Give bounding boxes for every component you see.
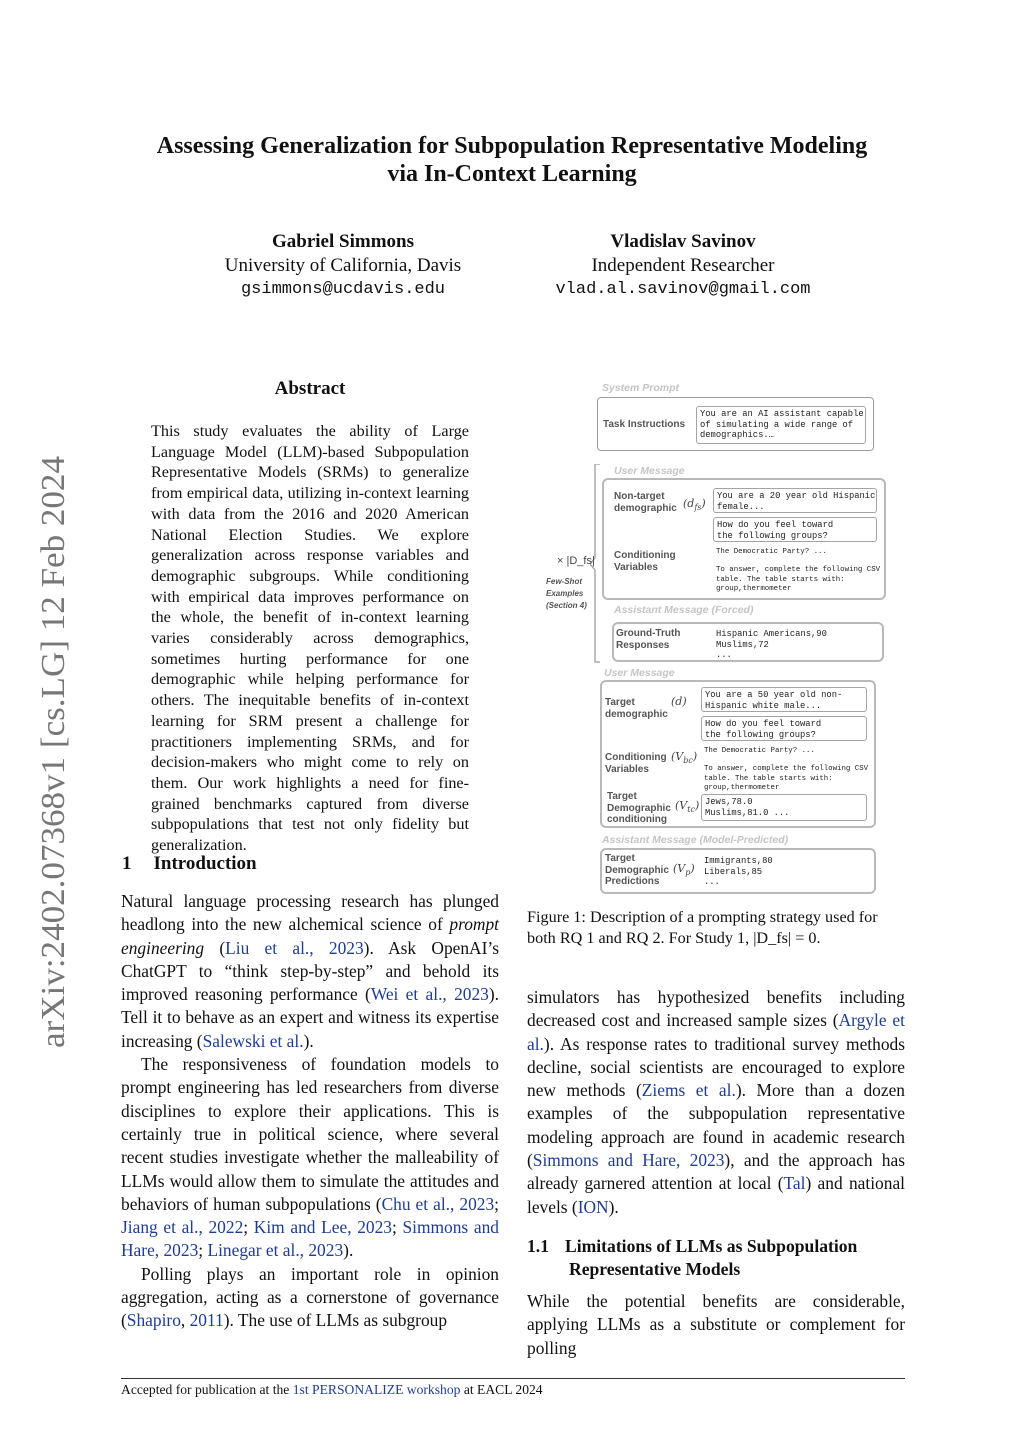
citation-link[interactable]: Shapiro [126,1310,181,1331]
author-name: Vladislav Savinov [610,231,756,252]
citation-link[interactable]: 2011 [189,1310,224,1331]
citation-link[interactable]: Tal [783,1173,806,1194]
paper-title [100,132,924,188]
citation-link[interactable]: Jiang et al., 2022 [121,1217,244,1238]
question-text-2: How do you feel toward the following groups? [701,716,867,741]
intro-paragraph-3: Polling plays an important role in opinion aggregation, acting as a cornerstone of governance (Shapiro, 2011). The use of LLMs as subgroup [121,1263,499,1331]
tdp-text: Immigrants,80 Liberals,85 ... [704,856,773,888]
author-email[interactable]: vlad.al.savinov@gmail.com [555,280,811,299]
ground-truth-text: Hispanic Americans,90 Muslims,72 ... [716,629,827,661]
intro-paragraph-1: Natural language processing research has plunged headlong into the new alchemical science of prompt engineering (Liu et al., 2023). Ask OpenAI’s ChatGPT to “think step-by-step” and behold its improved reasoning performance (Wei et al., 2023). Tell it to behave as an expert and witness its expertise increasing (Salewski et al.). [121,891,499,1051]
author-email[interactable]: gsimmons@ucdavis.edu [240,280,446,299]
nontarget-demographic-text: You are a 20 year old Hispanic female... [713,488,877,513]
arxiv-stamp [18,452,84,1052]
title-line-2: via In-Context Learning [387,161,637,187]
figure-1-prompt-diagram [540,378,910,898]
conditioning-text: The Democratic Party? ... To answer, complete the following CSV table. The table starts with: group,thermometer [716,548,881,593]
section-heading-1-1 [527,1235,857,1281]
title-line-1: Assessing Generalization for Subpopulation Representative Modeling [156,133,868,159]
target-demographic-conditioning-label: Target Demographic conditioning [607,791,671,825]
citation-link[interactable]: Chu et al., 2023 [381,1193,495,1214]
assistant-forced-label: Assistant Message (Forced) [614,604,754,616]
ground-truth-label: Ground-Truth Responses [616,628,681,651]
assistant-predicted-label: Assistant Message (Model-Predicted) [602,834,789,846]
section-number: 1.1 [527,1236,549,1256]
footer-note: Accepted for publication at the 1st PERSONALIZE workshop at EACL 2024 [121,1382,543,1397]
right-column-paragraph-1: simulators has hypothesized benefits including decreased cost and increased sample sizes (Argyle et al.). As response rates to traditional survey methods decline, social scientists are encouraged to explore new methods (Ziems et al.). More than a dozen examples of the subpopulation representative modeling approach are found in academic research (Simmons and Hare, 2023), and the approach has already garnered attention at local (Tal) and national levels (ION). [527,987,905,1217]
conditioning-variables-label: Conditioning Variables [614,550,676,573]
user-message-label: User Message [614,465,685,477]
section-title-line-1: Limitations of LLMs as Subpopulation [565,1236,858,1256]
section-number: 1 [122,853,132,874]
target-demographic-text: You are a 50 year old non- Hispanic white male... [701,687,867,712]
footer-rule [121,1378,905,1379]
intro-paragraph-2: The responsiveness of foundation models to prompt engineering has led researchers from diverse disciplines to explore their applications. This is certainly true in political science, where several recent studies investigate whether the malleability of LLMs would allow them to simulate the attitudes and behaviors of human subpopulations (Chu et al., 2023; Jiang et al., 2022; Kim and Lee, 2023; Simmons and Hare, 2023; Linegar et al., 2023). [121,1054,499,1261]
section-title: Introduction [153,853,257,874]
author-name: Gabriel Simmons [272,231,414,252]
tdc-symbol: $(V_{tc})$ [675,799,700,815]
user-message-2-label: User Message [604,667,675,679]
citation-link[interactable]: Simmons and Hare, 2023 [532,1150,725,1171]
target-symbol: (d) [671,695,687,708]
citation-link[interactable]: Kim and Lee, 2023 [253,1217,392,1238]
question-text: How do you feel toward the following groups? [713,517,877,542]
author-block-1 [178,230,508,302]
section-heading-introduction [122,853,257,875]
figure-caption: Figure 1: Description of a prompting strategy used for both RQ 1 and RQ 2. For Study 1, |D_fs| = 0. [527,908,878,947]
nontarget-demographic-label: Non-target demographic [614,491,677,514]
citation-link[interactable]: Ziems et al. [641,1080,736,1101]
intro-column [121,890,499,1333]
citation-link[interactable]: ION [577,1196,609,1217]
right-column-paragraph-2: While the potential benefits are considerable, applying LLMs as a substitute or complement for polling [527,1291,905,1358]
target-demographic-predictions-label: Target Demographic Predictions [605,853,669,887]
few-shot-label: Few-Shot Examples (Section 4) [546,577,587,610]
abstract-body: This study evaluates the ability of Large Language Model (LLM)-based Subpopulation Representative Models (SRMs) to generalize from empirical data, utilizing in-context learning with data from the 2016 and 2020 American National Election Studies. We explore generalization across response variables and demographic subgroups. While conditioning with empirical data improves performance on the whole, the benefit of in-context learning varies considerably across demographics, sometimes hurting performance for one demographic while helping performance for others. The inequitable benefits of in-context learning for SRM present a challenge for practitioners implementing SRMs, and for decision-makers who might come to rely on them. Our work highlights a need for fine-grained benchmarks captured from diverse subpopulations that test not only fidelity but generalization. [151,422,469,855]
arxiv-stamp-text: arXiv:2402.07368v1 [cs.LG] 12 Feb 2024 [35,473,72,1048]
citation-link[interactable]: Argyle et al. [527,1010,905,1054]
author-affiliation: Independent Researcher [591,255,775,276]
workshop-link[interactable]: 1st PERSONALIZE workshop [292,1382,461,1397]
task-instructions-text: You are an AI assistant capable of simulating a wide range of demographics.… [696,406,866,444]
times-dfs-label: × |D_fs| [557,555,595,567]
abstract-heading: Abstract [274,378,346,399]
system-prompt-label: System Prompt [602,382,680,394]
citation-link[interactable]: Simmons and Hare, 2023 [121,1217,499,1261]
tdp-symbol: $(V_p)$ [673,862,695,878]
citation-link[interactable]: Linegar et al., 2023 [207,1240,344,1261]
task-instructions-label: Task Instructions [603,419,686,430]
citation-link[interactable]: Liu et al., 2023 [225,937,364,958]
target-demographic-label: Target demographic [605,697,668,720]
section-title-line-2: Representative Models [569,1259,741,1279]
nontarget-symbol: $(d_{fs})$ [683,497,706,513]
author-block-2 [518,230,848,302]
arxiv-stamp-svg [18,452,84,1052]
conditioning-symbol: $(V_{bc})$ [671,750,698,766]
citation-link[interactable]: Wei et al., 2023 [370,984,489,1005]
tdc-text: Jews,78.0 Muslims,81.0 ... [701,794,867,821]
conditioning-2-text: The Democratic Party? ... To answer, complete the following CSV table. The table starts with: group,thermometer [704,747,869,792]
author-affiliation: University of California, Davis [224,255,462,276]
conditioning-variables-2-label: Conditioning Variables [605,752,667,775]
citation-link[interactable]: Salewski et al. [202,1030,304,1051]
